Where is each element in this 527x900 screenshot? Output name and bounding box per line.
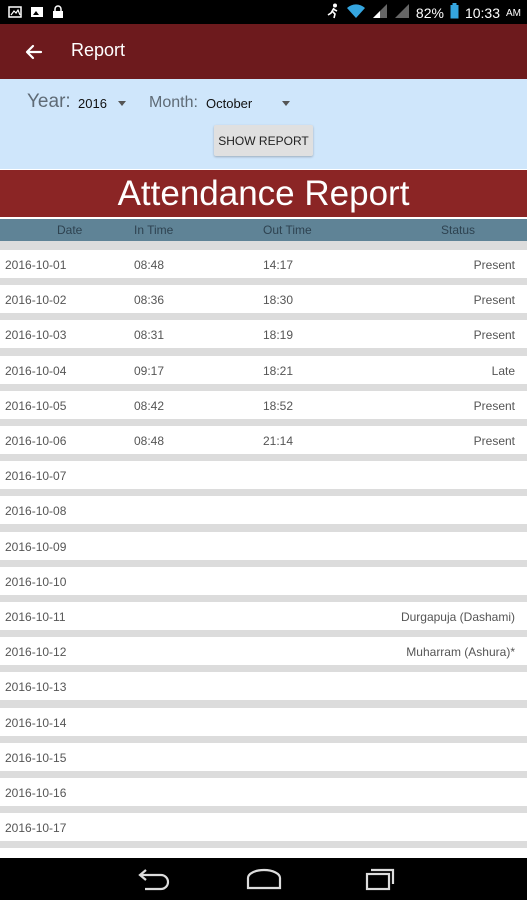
- cell-in-time: 09:17: [134, 363, 165, 378]
- cell-date: 2016-10-06: [5, 434, 67, 448]
- status-bar: [0, 0, 527, 24]
- table-row[interactable]: [0, 391, 527, 419]
- table-row[interactable]: [0, 426, 527, 454]
- cell-out-time: 18:19: [263, 328, 294, 343]
- column-header-out-time: Out Time: [263, 223, 312, 237]
- dropdown-arrow-icon: [118, 101, 126, 106]
- page-title: Report: [71, 40, 126, 60]
- cell-status: Present: [473, 328, 515, 343]
- cell-date: 2016-10-07: [5, 469, 67, 484]
- app-bar: [0, 24, 527, 79]
- year-value: 2016: [78, 96, 107, 111]
- cell-in-time: 08:36: [134, 293, 165, 308]
- table-row[interactable]: [0, 813, 527, 841]
- column-header-date: Date: [57, 223, 83, 237]
- battery-icon: [450, 3, 459, 23]
- nav-back-icon[interactable]: [133, 866, 173, 892]
- cell-date: 2016-10-10: [5, 574, 67, 589]
- cell-date: 2016-10-11: [5, 610, 66, 624]
- cell-date: 2016-10-08: [5, 504, 67, 519]
- cell-out-time: 18:21: [263, 363, 294, 378]
- status-right-icons: [326, 3, 521, 23]
- lock-icon: [52, 4, 64, 23]
- wifi-icon: [346, 3, 366, 23]
- table-row[interactable]: [0, 778, 527, 806]
- cell-date: 2016-10-03: [5, 328, 67, 343]
- table-row[interactable]: [0, 743, 527, 771]
- cell-out-time: 14:17: [263, 258, 294, 272]
- cell-date: 2016-10-15: [5, 750, 67, 765]
- table-row[interactable]: [0, 708, 527, 736]
- table-header: [0, 219, 527, 241]
- cell-date: 2016-10-09: [5, 539, 67, 554]
- image-icon: [8, 4, 22, 23]
- table-row[interactable]: [0, 602, 527, 630]
- column-header-in-time: In Time: [134, 223, 174, 237]
- table-row[interactable]: [0, 356, 527, 384]
- cell-date: 2016-10-01: [5, 258, 67, 272]
- battery-percent: 82%: [415, 5, 444, 21]
- table-row[interactable]: [0, 672, 527, 700]
- clock-ampm: AM: [506, 7, 521, 19]
- nav-home-icon[interactable]: [244, 866, 284, 892]
- cell-out-time: 21:14: [263, 434, 294, 448]
- signal-icon: [372, 3, 388, 23]
- cell-in-time: 08:31: [134, 328, 165, 343]
- report-banner: [0, 170, 527, 217]
- table-row[interactable]: [0, 532, 527, 560]
- month-value: October: [206, 96, 253, 111]
- navigation-bar: [0, 858, 527, 900]
- cell-in-time: 08:42: [134, 398, 165, 413]
- cell-date: 2016-10-17: [5, 821, 67, 836]
- table-row[interactable]: [0, 250, 527, 278]
- cell-date: 2016-10-14: [5, 715, 67, 730]
- cell-date: 2016-10-16: [5, 786, 67, 800]
- clock-time: 10:33: [464, 5, 500, 21]
- cell-date: 2016-10-12: [5, 645, 67, 660]
- table-row[interactable]: [0, 461, 527, 489]
- table-row[interactable]: [0, 637, 527, 665]
- cell-date: 2016-10-05: [5, 398, 67, 413]
- running-icon: [326, 3, 340, 23]
- table-row[interactable]: [0, 320, 527, 348]
- table-row[interactable]: [0, 567, 527, 595]
- cell-out-time: 18:30: [263, 293, 294, 308]
- cell-date: 2016-10-13: [5, 680, 67, 695]
- cell-status: Present: [473, 398, 515, 413]
- report-title: Attendance Report: [117, 174, 410, 213]
- year-label: Year:: [27, 91, 71, 112]
- year-spinner[interactable]: [78, 96, 126, 111]
- month-label: Month:: [149, 94, 198, 111]
- table-row[interactable]: [0, 285, 527, 313]
- attendance-list[interactable]: [0, 241, 527, 858]
- dropdown-arrow-icon: [282, 101, 290, 106]
- cell-status: Present: [473, 434, 515, 448]
- cell-status: Present: [473, 293, 515, 308]
- signal-2-icon: [394, 3, 410, 23]
- cell-status: Late: [491, 363, 515, 378]
- picture-icon: [30, 4, 44, 23]
- back-arrow-icon[interactable]: [22, 40, 46, 64]
- cell-date: 2016-10-04: [5, 363, 67, 378]
- cell-out-time: 18:52: [263, 398, 294, 413]
- cell-status: Present: [473, 258, 515, 272]
- month-spinner[interactable]: [206, 96, 290, 111]
- show-report-button[interactable]: SHOW REPORT: [214, 125, 313, 156]
- nav-recents-icon[interactable]: [357, 866, 397, 892]
- table-row[interactable]: [0, 496, 527, 524]
- cell-status: Muharram (Ashura)*: [406, 645, 515, 660]
- column-header-status: Status: [441, 223, 476, 237]
- cell-date: 2016-10-02: [5, 293, 67, 308]
- cell-in-time: 08:48: [134, 258, 165, 272]
- filter-panel: [0, 79, 527, 169]
- cell-status: Durgapuja (Dashami): [400, 610, 515, 624]
- cell-in-time: 08:48: [134, 434, 165, 448]
- status-left-icons: [8, 4, 64, 23]
